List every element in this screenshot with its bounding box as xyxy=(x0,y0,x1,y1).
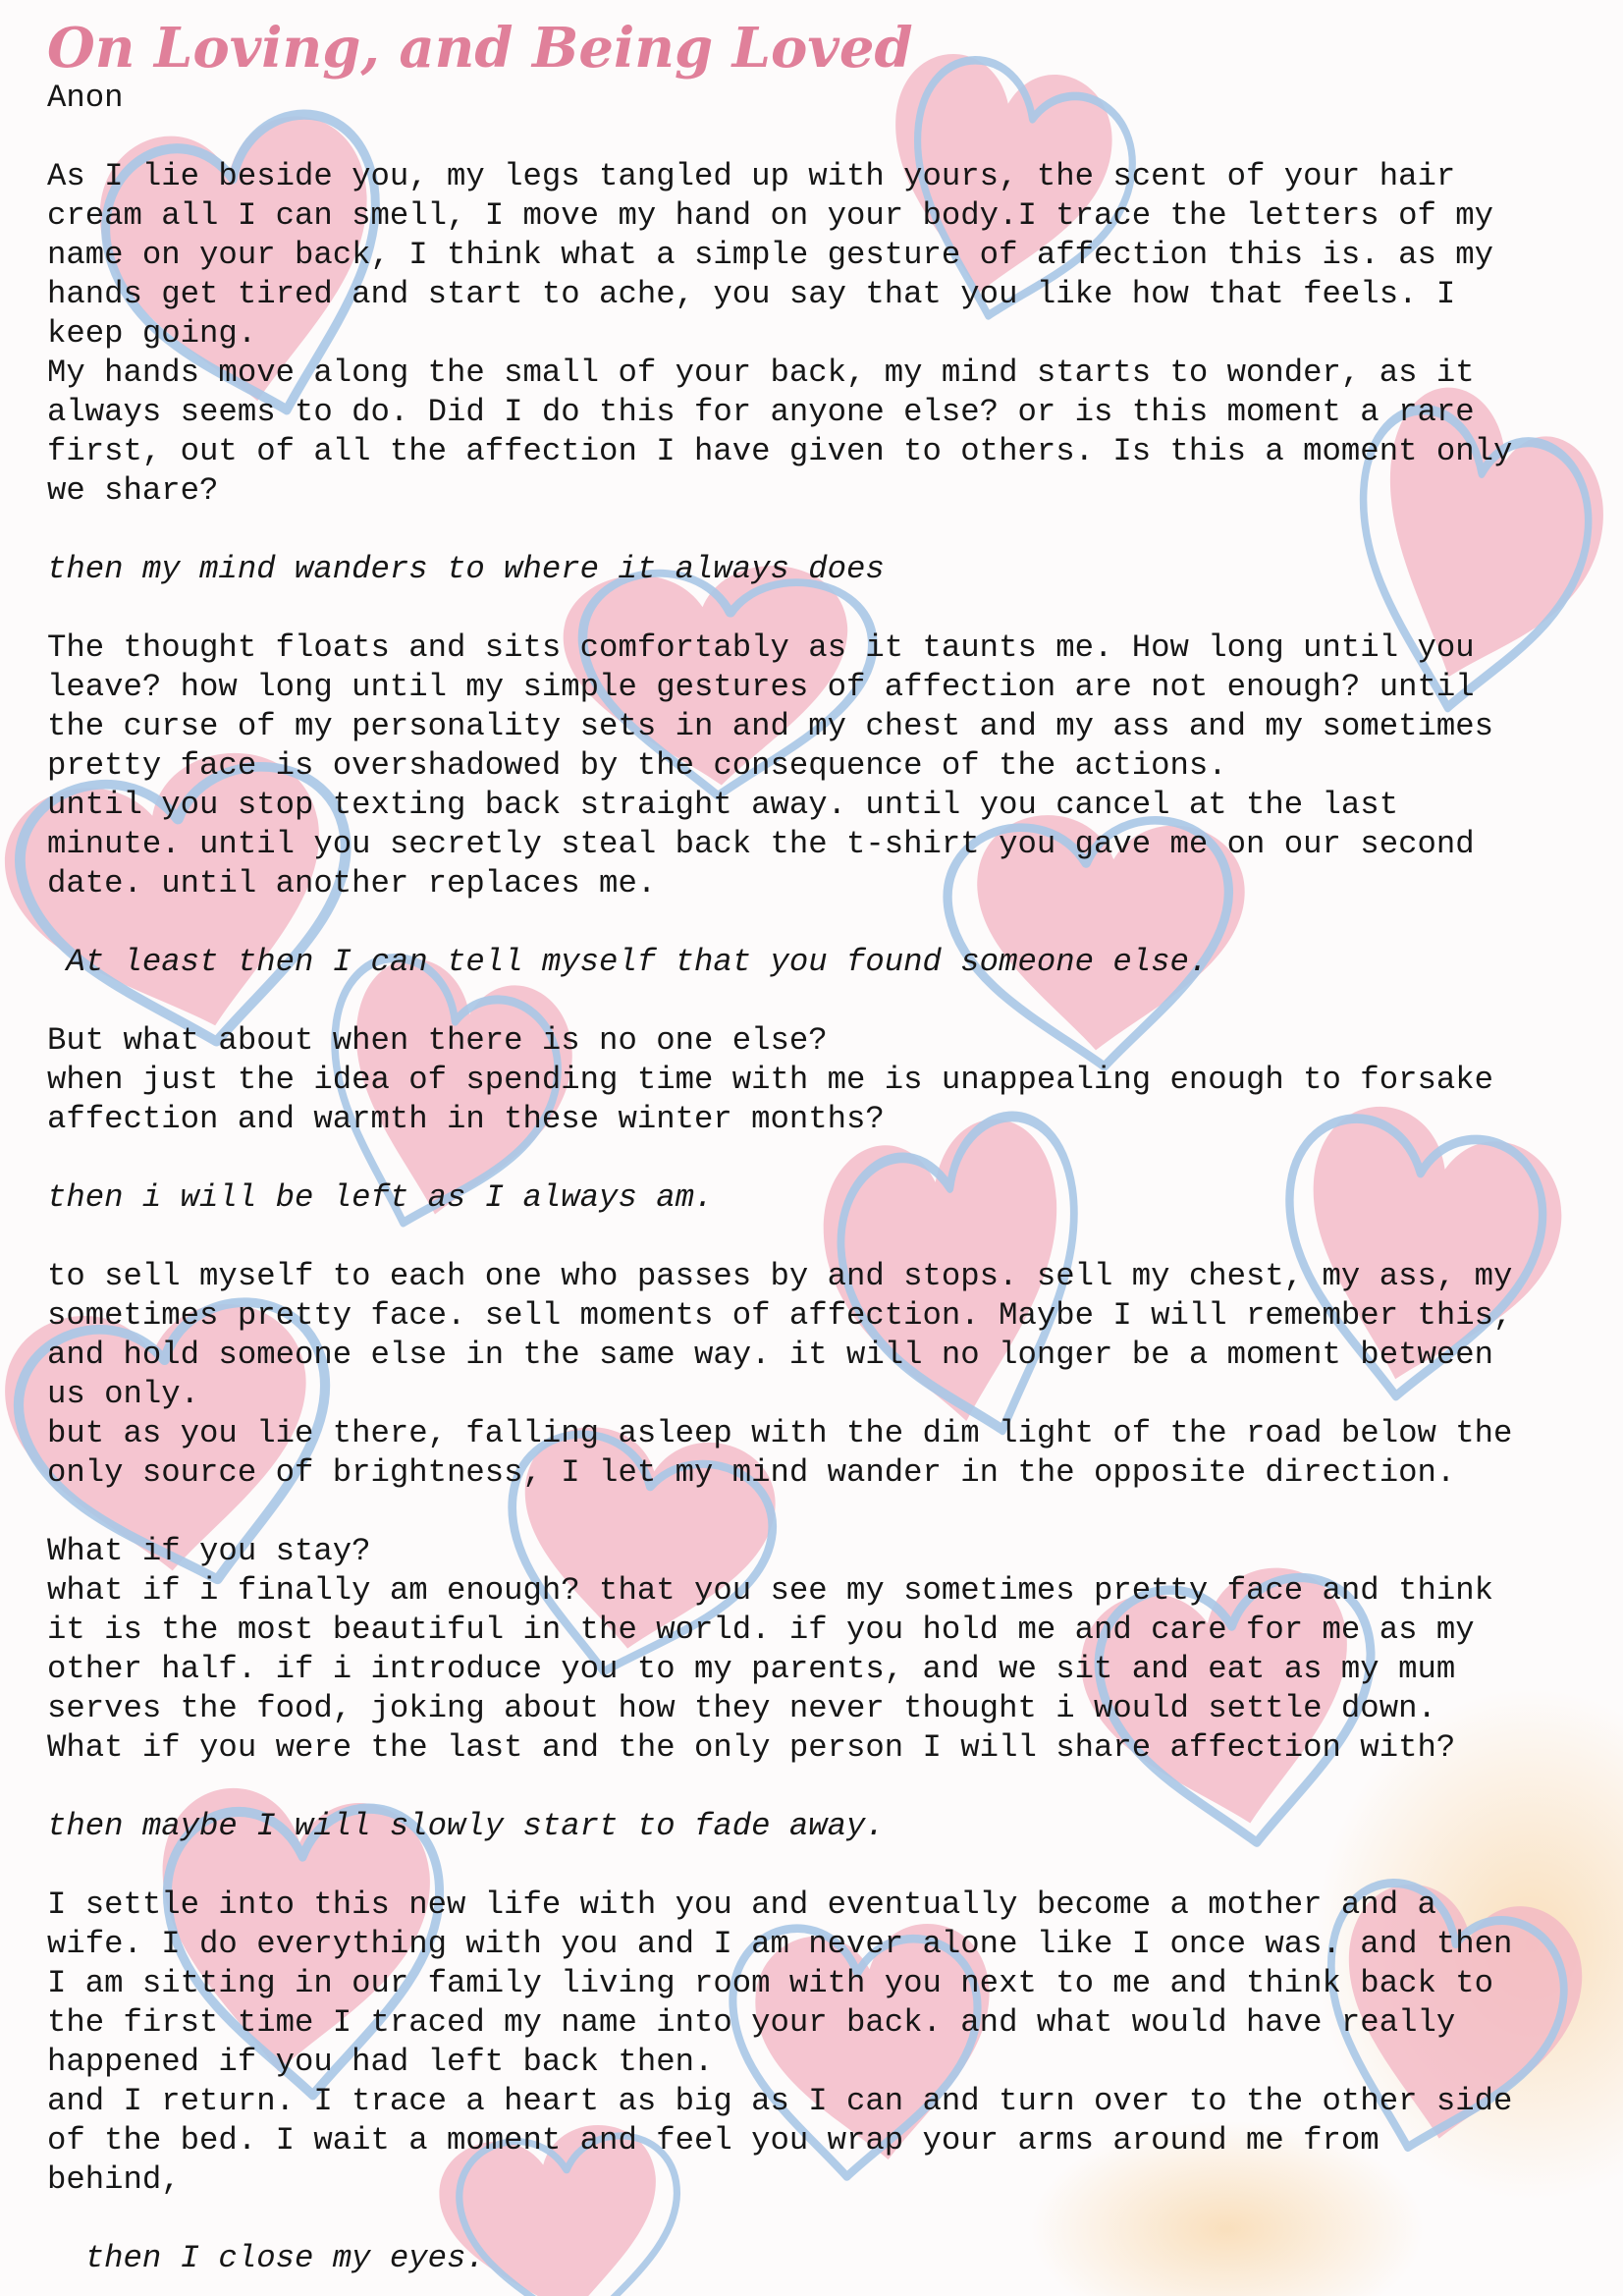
poem-line xyxy=(47,1768,1579,1807)
poem-line: name on your back, I think what a simple gesture of affection this is. as my xyxy=(47,237,1493,273)
poem-line: pretty face is overshadowed by the consequence of the actions. xyxy=(47,747,1227,784)
poem-lines xyxy=(47,118,1579,2278)
poem-line: what if i finally am enough? that you see my sometimes pretty face and think xyxy=(47,1572,1493,1609)
poem-line: affection and warmth in these winter months? xyxy=(47,1101,885,1137)
poem-line: first, out of all the affection I have given to others. Is this a moment only xyxy=(47,433,1513,469)
poem-line: and hold someone else in the same way. it will no longer be a moment between xyxy=(47,1337,1493,1373)
poem-line: At least then I can tell myself that you found someone else. xyxy=(47,944,1209,980)
poem-line: only source of brightness, I let my mind wander in the opposite direction. xyxy=(47,1454,1456,1491)
poem-line xyxy=(47,511,1579,550)
poem-line: of the bed. I wait a moment and feel you wrap your arms around me from xyxy=(47,2122,1380,2159)
poem-line: then maybe I will slowly start to fade away. xyxy=(47,1808,885,1844)
poem-line: I settle into this new life with you and eventually become a mother and a xyxy=(47,1886,1436,1923)
poem-line: leave? how long until my simple gestures of affection are not enough? until xyxy=(47,669,1475,705)
poem-line: minute. until you secretly steal back the t-shirt you gave me on our second xyxy=(47,826,1475,862)
poem-line: us only. xyxy=(47,1376,200,1412)
poem-line: What if you stay? xyxy=(47,1533,371,1569)
poem-line: serves the food, joking about how they never thought i would settle down. xyxy=(47,1690,1436,1726)
poem-line xyxy=(47,1493,1579,1532)
poem-line xyxy=(47,1139,1579,1178)
poem-line: cream all I can smell, I move my hand on your body.I trace the letters of my xyxy=(47,197,1493,234)
poem-line: wife. I do everything with you and I am never alone like I once was. and then xyxy=(47,1926,1513,1962)
poem-line: until you stop texting back straight away. until you cancel at the last xyxy=(47,787,1399,823)
poem-line: we share? xyxy=(47,472,219,509)
svg-text:On Loving, and Being Loved xyxy=(47,16,913,81)
poem-line: As I lie beside you, my legs tangled up with yours, the scent of your hair xyxy=(47,158,1456,194)
poem-line xyxy=(47,589,1579,629)
poem-line: The thought floats and sits comfortably as it taunts me. How long until you xyxy=(47,629,1475,666)
poem-line: then I close my eyes. xyxy=(47,2240,485,2276)
poem-line: it is the most beautiful in the world. if you hold me and care for me as my xyxy=(47,1612,1475,1648)
poem-line: other half. if i introduce you to my parents, and we sit and eat as my mum xyxy=(47,1651,1456,1687)
poem-line xyxy=(47,1218,1579,1257)
poem-line: behind, xyxy=(47,2161,181,2198)
poem-line: the curse of my personality sets in and my chest and my ass and my sometimes xyxy=(47,708,1493,744)
poem-line: then my mind wanders to where it always does xyxy=(47,551,885,587)
author-line: Anon xyxy=(47,80,124,116)
poem-line xyxy=(47,1846,1579,1886)
poem-line: My hands move along the small of your back, my mind starts to wonder, as it xyxy=(47,355,1475,391)
poem-line: keep going. xyxy=(47,315,257,352)
title-text: On Loving, and Being Loved xyxy=(47,16,913,81)
poem-line xyxy=(47,118,1579,157)
poem-line xyxy=(47,903,1579,943)
poem-line: then i will be left as I always am. xyxy=(47,1179,714,1216)
poem-line: What if you were the last and the only person I will share affection with? xyxy=(47,1729,1456,1766)
poem-line xyxy=(47,2200,1579,2239)
poem-line: always seems to do. Did I do this for anyone else? or is this moment a rare xyxy=(47,394,1475,430)
poem-line: I am sitting in our family living room with you next to me and think back to xyxy=(47,1965,1493,2001)
poem-line: date. until another replaces me. xyxy=(47,865,657,902)
poem-line: to sell myself to each one who passes by and stops. sell my chest, my ass, my xyxy=(47,1258,1513,1294)
poem-line: sometimes pretty face. sell moments of affection. Maybe I will remember this, xyxy=(47,1297,1513,1334)
poem-body xyxy=(47,79,1579,2278)
poem-line: happened if you had left back then. xyxy=(47,2044,714,2080)
poem-line: the first time I traced my name into your back. and what would have really xyxy=(47,2004,1456,2041)
poem-line xyxy=(47,982,1579,1021)
poem-line: but as you lie there, falling asleep with the dim light of the road below the xyxy=(47,1415,1513,1451)
poem-line: hands get tired and start to ache, you say that you like how that feels. I xyxy=(47,276,1456,312)
poem-line: But what about when there is no one else? xyxy=(47,1022,828,1059)
poem-line: and I return. I trace a heart as big as I can and turn over to the other side xyxy=(47,2083,1513,2119)
poem-line: when just the idea of spending time with me is unappealing enough to forsake xyxy=(47,1062,1493,1098)
